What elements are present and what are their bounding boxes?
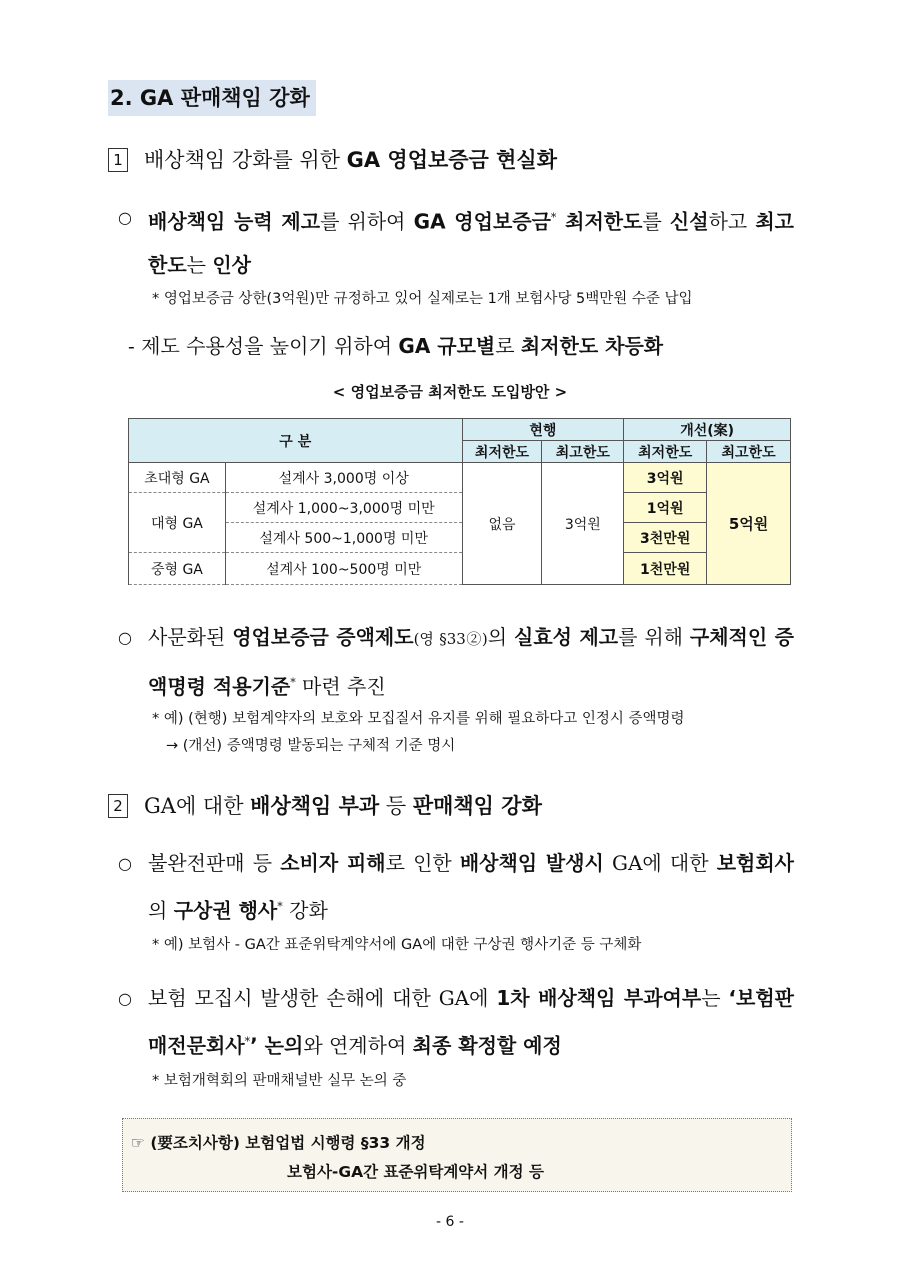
header-current-max: 최고한도 — [542, 441, 624, 463]
table-row — [129, 493, 791, 523]
page-number: - 6 - — [436, 1214, 464, 1230]
footnote: * 예) 보험사 - GA간 표준위탁계약서에 GA에 대한 구상권 행사기준 등 구체화 — [152, 937, 642, 953]
table-caption: < 영업보증금 최저한도 도입방안 > — [332, 383, 568, 401]
action-items-box: ☞ (要조치사항) 보험업법 시행령 §33 개정 보험사-GA간 표준위탁계약서 개정 등 — [122, 1118, 792, 1192]
subsection-heading-1: 1 배상책임 강화를 위한 GA 영업보증금 현실화 — [108, 145, 557, 175]
circle-bullet-icon: ○ — [118, 854, 132, 873]
new-min-cell: 1천만원 — [624, 553, 707, 585]
header-improved: 개선(案) — [624, 419, 791, 441]
circle-bullet-icon: ○ — [118, 628, 132, 647]
current-min-cell: 없음 — [462, 463, 542, 585]
group-cell: 대형 GA — [129, 493, 226, 553]
footnote: * 예) (현행) 보험계약자의 보호와 모집질서 유지를 위해 필요하다고 인정시 증액명령 — [152, 711, 685, 727]
table-row — [129, 523, 791, 553]
new-min-cell: 3천만원 — [624, 523, 707, 553]
group-cell: 중형 GA — [129, 553, 226, 585]
header-current: 현행 — [462, 419, 624, 441]
new-min-cell: 3억원 — [624, 463, 707, 493]
header-new-min: 최저한도 — [624, 441, 707, 463]
desc-cell: 설계사 3,000명 이상 — [225, 463, 462, 493]
group-cell: 초대형 GA — [129, 463, 226, 493]
bullet-paragraph: ○ 불완전판매 등 소비자 피해로 인한 배상책임 발생시 GA에 대한 보험회사의 구상권 행사* 강화 — [118, 842, 794, 933]
dash-item: - 제도 수용성을 높이기 위하여 GA 규모별로 최저한도 차등화 — [128, 334, 664, 358]
bullet-paragraph: ○ 보험 모집시 발생한 손해에 대한 GA에 1차 배상책임 부과여부는 ‘보험판매전문회사*’ 논의와 연계하여 최종 확정할 예정 — [118, 977, 794, 1068]
subsection-heading-2: 2 GA에 대한 배상책임 부과 등 판매책임 강화 — [108, 791, 542, 821]
header-current-min: 최저한도 — [462, 441, 542, 463]
deposit-limit-table — [128, 418, 791, 585]
bullet-paragraph: ○ 사문화된 영업보증금 증액제도(영 §33②)의 실효성 제고를 위해 구체적인 증액명령 적용기준* 마련 추진 — [118, 616, 794, 709]
header-new-max: 최고한도 — [707, 441, 791, 463]
bullet-paragraph: ○ 배상책임 능력 제고를 위하여 GA 영업보증금* 최저한도를 신설하고 최고한도는 인상 — [118, 196, 794, 287]
section-title: 2. GA 판매책임 강화 — [108, 80, 316, 116]
desc-cell: 설계사 500~1,000명 미만 — [225, 523, 462, 553]
footnote: * 보험개혁회의 판매채널반 실무 논의 중 — [152, 1073, 407, 1089]
desc-cell: 설계사 1,000~3,000명 미만 — [225, 493, 462, 523]
footnote-arrow-line: → (개선) 증액명령 발동되는 구체적 기준 명시 — [166, 738, 456, 754]
current-max-cell: 3억원 — [542, 463, 624, 585]
subsection-number: 2 — [108, 794, 128, 818]
pointing-hand-icon: ☞ — [131, 1134, 145, 1152]
new-min-cell: 1억원 — [624, 493, 707, 523]
new-max-cell: 5억원 — [707, 463, 791, 585]
circle-bullet-icon: ○ — [118, 989, 132, 1008]
header-category: 구 분 — [129, 419, 463, 463]
table-row — [129, 463, 791, 493]
circle-bullet-icon: ○ — [118, 208, 132, 227]
footnote: * 영업보증금 상한(3억원)만 규정하고 있어 실제로는 1개 보험사당 5백만원 수준 납입 — [152, 291, 693, 307]
subsection-number: 1 — [108, 148, 128, 172]
table-row — [129, 553, 791, 585]
desc-cell: 설계사 100~500명 미만 — [225, 553, 462, 585]
